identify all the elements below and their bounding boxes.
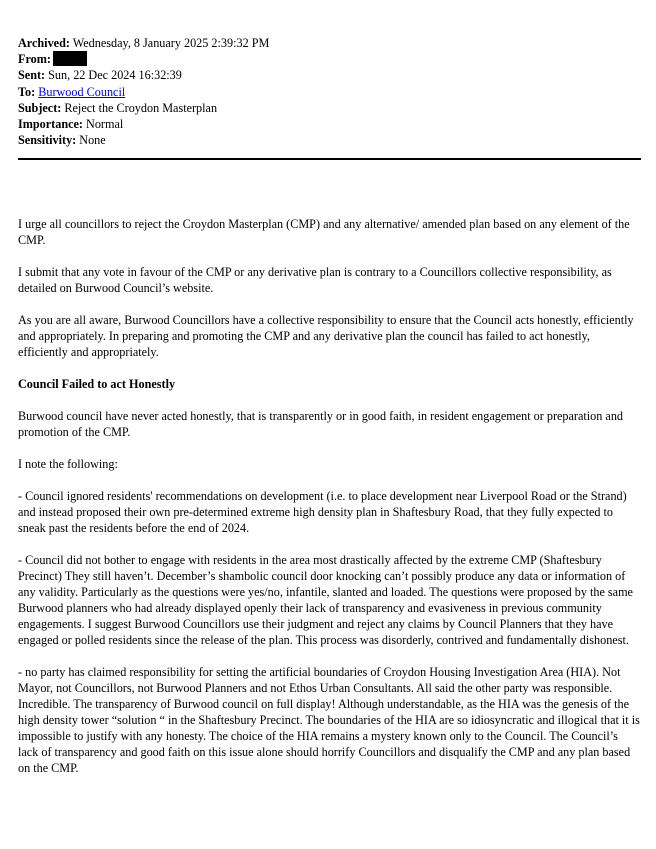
sent-value: Sun, 22 Dec 2024 16:32:39 — [48, 68, 182, 83]
archived-line — [18, 35, 638, 51]
to-line — [18, 84, 638, 100]
body-paragraph-2: I submit that any vote in favour of the CMP or any derivative plan is contrary to a Councillors collective responsibility, as detailed on Burwood Council’s website. — [18, 265, 612, 295]
email-header — [18, 35, 638, 148]
subject-label: Subject: — [18, 100, 62, 115]
redacted-sender — [53, 51, 87, 66]
sensitivity-line — [18, 132, 638, 148]
body-paragraph-1: I urge all councillors to reject the Croydon Masterplan (CMP) and any alternative/ amended plan based on any element of the CMP. — [18, 217, 630, 247]
body-paragraph-3: As you are all aware, Burwood Councillors have a collective responsibility to ensure that the Council acts honestly, efficiently and appropriately. In preparing and promoting the CMP and any derivative plan the council has failed to act honestly, efficiently and appropriately. — [18, 313, 634, 359]
header-divider — [18, 158, 641, 160]
archived-label: Archived: — [18, 36, 70, 50]
importance-value: Normal — [86, 116, 124, 131]
from-line — [18, 51, 638, 67]
sent-line — [18, 67, 638, 83]
body-paragraph-5: I note the following: — [18, 457, 118, 471]
to-label: To: — [18, 84, 36, 99]
subject-value: Reject the Croydon Masterplan — [64, 100, 218, 115]
subject-line — [18, 100, 638, 116]
importance-line — [18, 116, 638, 132]
sensitivity-label: Sensitivity: — [18, 133, 77, 148]
sensitivity-value: None — [79, 133, 106, 148]
from-label: From: — [18, 52, 51, 67]
body-paragraph-8: - no party has claimed responsibility for setting the artificial boundaries of Croydon Housing Investigation Area (HIA). Not Mayor, not Councillors, not Burwood Planners and not Ethos Urban Consultants. All said the other party was responsible. Incredible. The transparency of Burwood council on full display! Although understandable, as the HIA was the genesis of the high density tower “solution “ in the Shaftesbury Precinct. The boundaries of the HIA are so idiosyncratic and illogical that it is impossible to justify with any honesty. The choice of the HIA remains a mystery known only to the Council. The Council’s lack of transparency and good faith on this issue alone should horrify Councillors and disqualify the CMP and any plan based on the CMP. — [18, 665, 640, 775]
email-body — [18, 216, 641, 792]
sent-label: Sent: — [18, 68, 46, 83]
body-paragraph-6: - Council ignored residents' recommendations on development (i.e. to place development near Liverpool Road or the Strand) and instead proposed their own pre-determined extreme high density plan in Shaftesbury Road, that they fully expected to sneak past the residents before the end of 2024. — [18, 489, 627, 535]
recipient-link[interactable]: Burwood Council — [38, 84, 126, 99]
archived-value: Wednesday, 8 January 2025 2:39:32 PM — [72, 36, 270, 50]
importance-label: Importance: — [18, 116, 83, 131]
section-heading: Council Failed to act Honestly — [18, 377, 176, 391]
body-paragraph-7: - Council did not bother to engage with residents in the area most drastically affected by the extreme CMP (Shaftesbury Precinct) They still haven’t. December’s shambolic council door knocking can’t possibly produce any data or information of any validity. Particularly as the questions were yes/no, infantile, slanted and loaded. The questions were proposed by the same Burwood planners who had already displayed openly their lack of transparency and evasiveness in previous community engagements. I suggest Burwood Councillors use their judgment and reject any claims by Council Planners that they have engaged or polled residents since the release of the plan. This process was disorderly, contrived and fundamentally dishonest. — [18, 553, 633, 647]
body-paragraph-4: Burwood council have never acted honestly, that is transparently or in good faith, in resident engagement or preparation and promotion of the CMP. — [18, 409, 624, 439]
